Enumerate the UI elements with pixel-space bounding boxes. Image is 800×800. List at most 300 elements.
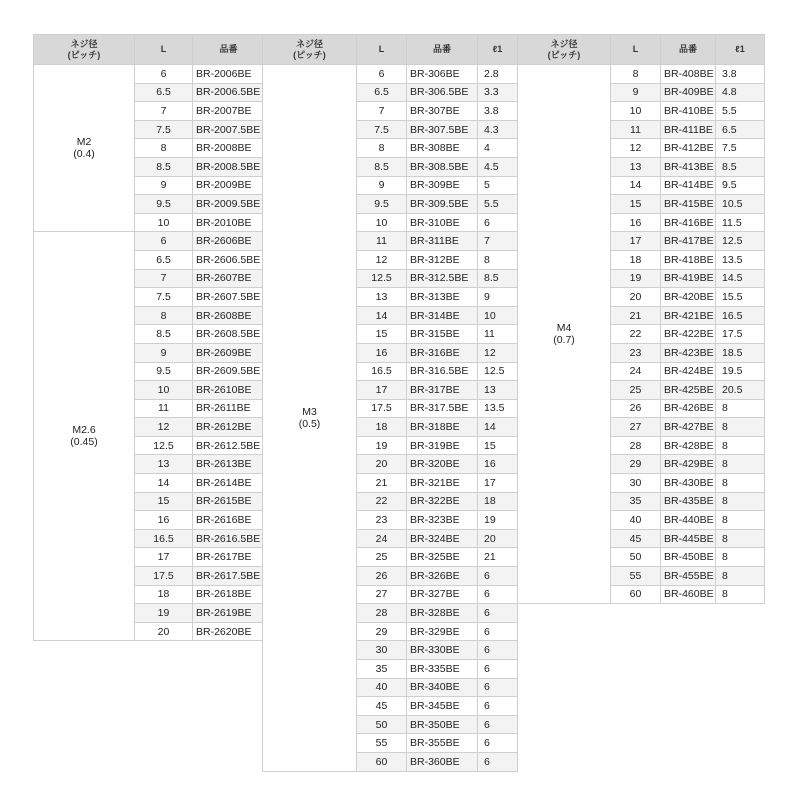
length-cell: 9 xyxy=(611,83,661,102)
length-cell: 9.5 xyxy=(357,195,407,214)
part-number-cell: BR-307.5BE xyxy=(407,120,478,139)
part-number-cell: BR-328BE xyxy=(407,604,478,623)
header-size-label: ネジ径 xyxy=(295,38,323,49)
length-cell: 50 xyxy=(611,548,661,567)
length-cell: 9.5 xyxy=(135,195,193,214)
length-cell: 19 xyxy=(357,436,407,455)
length-cell: 24 xyxy=(357,529,407,548)
l1-cell: 11 xyxy=(478,325,518,344)
length-cell: 12.5 xyxy=(135,436,193,455)
length-cell: 35 xyxy=(357,660,407,679)
length-cell: 15 xyxy=(611,195,661,214)
l1-cell: 8 xyxy=(716,436,765,455)
length-cell: 8 xyxy=(357,139,407,158)
length-cell: 15 xyxy=(135,492,193,511)
part-number-cell: BR-2607BE xyxy=(193,269,265,288)
part-number-cell: BR-327BE xyxy=(407,585,478,604)
part-number-cell: BR-316BE xyxy=(407,343,478,362)
table-header-row xyxy=(518,35,765,65)
thread-pitch: (0.5) xyxy=(298,417,321,430)
length-cell: 9 xyxy=(357,176,407,195)
length-cell: 20 xyxy=(611,288,661,307)
table-header-row xyxy=(34,35,265,65)
length-cell: 11 xyxy=(135,399,193,418)
length-cell: 23 xyxy=(611,343,661,362)
l1-cell: 8 xyxy=(478,250,518,269)
l1-cell: 8 xyxy=(716,548,765,567)
part-number-cell: BR-414BE xyxy=(661,176,716,195)
l1-cell: 4.3 xyxy=(478,120,518,139)
header-l1: ℓ1 xyxy=(716,35,765,65)
l1-cell: 8 xyxy=(716,474,765,493)
length-cell: 16.5 xyxy=(357,362,407,381)
l1-cell: 13.5 xyxy=(478,399,518,418)
length-cell: 29 xyxy=(611,455,661,474)
l1-cell: 6 xyxy=(478,678,518,697)
length-cell: 20 xyxy=(357,455,407,474)
part-number-cell: BR-2608BE xyxy=(193,306,265,325)
l1-cell: 20.5 xyxy=(716,381,765,400)
table-header-row xyxy=(263,35,518,65)
l1-cell: 9 xyxy=(478,288,518,307)
part-number-cell: BR-2616.5BE xyxy=(193,529,265,548)
part-number-cell: BR-424BE xyxy=(661,362,716,381)
part-number-cell: BR-427BE xyxy=(661,418,716,437)
length-cell: 10 xyxy=(135,213,193,232)
part-number-cell: BR-317.5BE xyxy=(407,399,478,418)
thread-size-cell xyxy=(263,65,357,772)
part-number-cell: BR-410BE xyxy=(661,102,716,121)
length-cell: 50 xyxy=(357,715,407,734)
header-length: L xyxy=(357,35,407,65)
part-number-cell: BR-2606BE xyxy=(193,232,265,251)
l1-cell: 4.8 xyxy=(716,83,765,102)
header-length: L xyxy=(135,35,193,65)
length-cell: 15 xyxy=(357,325,407,344)
length-cell: 14 xyxy=(357,306,407,325)
part-number-cell: BR-2609.5BE xyxy=(193,362,265,381)
part-number-cell: BR-2614BE xyxy=(193,474,265,493)
length-cell: 55 xyxy=(611,567,661,586)
l1-cell: 6.5 xyxy=(716,120,765,139)
part-number-cell: BR-318BE xyxy=(407,418,478,437)
thread-pitch: (0.7) xyxy=(553,334,575,347)
part-number-cell: BR-309.5BE xyxy=(407,195,478,214)
l1-cell: 4.5 xyxy=(478,157,518,176)
length-cell: 7 xyxy=(135,269,193,288)
l1-cell: 5.5 xyxy=(716,102,765,121)
length-cell: 7.5 xyxy=(135,120,193,139)
part-number-cell: BR-2609BE xyxy=(193,343,265,362)
part-number-cell: BR-409BE xyxy=(661,83,716,102)
length-cell: 20 xyxy=(135,622,193,641)
part-number-cell: BR-310BE xyxy=(407,213,478,232)
length-cell: 26 xyxy=(357,567,407,586)
length-cell: 40 xyxy=(611,511,661,530)
l1-cell: 12.5 xyxy=(478,362,518,381)
length-cell: 10 xyxy=(357,213,407,232)
l1-cell: 8 xyxy=(716,567,765,586)
length-cell: 16 xyxy=(357,343,407,362)
thread-size: M3 xyxy=(302,405,317,418)
part-number-cell: BR-455BE xyxy=(661,567,716,586)
length-cell: 30 xyxy=(611,474,661,493)
l1-cell: 6 xyxy=(478,604,518,623)
l1-cell: 6 xyxy=(478,641,518,660)
length-cell: 8.5 xyxy=(357,157,407,176)
l1-cell: 17.5 xyxy=(716,325,765,344)
length-cell: 24 xyxy=(611,362,661,381)
part-number-cell: BR-324BE xyxy=(407,529,478,548)
length-cell: 17.5 xyxy=(357,399,407,418)
spec-table-m3 xyxy=(262,34,518,772)
length-cell: 25 xyxy=(611,381,661,400)
part-number-cell: BR-2009BE xyxy=(193,176,265,195)
length-cell: 30 xyxy=(357,641,407,660)
l1-cell: 14 xyxy=(478,418,518,437)
l1-cell: 4 xyxy=(478,139,518,158)
length-cell: 7 xyxy=(357,102,407,121)
part-number-cell: BR-306.5BE xyxy=(407,83,478,102)
l1-cell: 7.5 xyxy=(716,139,765,158)
length-cell: 16.5 xyxy=(135,529,193,548)
l1-cell: 13.5 xyxy=(716,250,765,269)
l1-cell: 3.8 xyxy=(478,102,518,121)
part-number-cell: BR-311BE xyxy=(407,232,478,251)
length-cell: 28 xyxy=(357,604,407,623)
spec-table-m4 xyxy=(517,34,765,604)
length-cell: 8 xyxy=(135,139,193,158)
part-number-cell: BR-2006.5BE xyxy=(193,83,265,102)
length-cell: 17 xyxy=(135,548,193,567)
part-number-cell: BR-2612BE xyxy=(193,418,265,437)
length-cell: 21 xyxy=(611,306,661,325)
l1-cell: 6 xyxy=(478,622,518,641)
part-number-cell: BR-408BE xyxy=(661,65,716,84)
part-number-cell: BR-340BE xyxy=(407,678,478,697)
part-number-cell: BR-312BE xyxy=(407,250,478,269)
length-cell: 10 xyxy=(611,102,661,121)
header-pitch-label: (ピッチ) xyxy=(547,49,581,60)
length-cell: 9 xyxy=(135,176,193,195)
length-cell: 8.5 xyxy=(135,157,193,176)
part-number-cell: BR-415BE xyxy=(661,195,716,214)
length-cell: 7 xyxy=(135,102,193,121)
part-number-cell: BR-421BE xyxy=(661,306,716,325)
l1-cell: 8 xyxy=(716,585,765,604)
l1-cell: 8.5 xyxy=(716,157,765,176)
length-cell: 45 xyxy=(357,697,407,716)
part-number-cell: BR-315BE xyxy=(407,325,478,344)
l1-cell: 15.5 xyxy=(716,288,765,307)
length-cell: 12.5 xyxy=(357,269,407,288)
part-number-cell: BR-2006BE xyxy=(193,65,265,84)
header-part-number: 品番 xyxy=(407,35,478,65)
part-number-cell: BR-330BE xyxy=(407,641,478,660)
l1-cell: 19 xyxy=(478,511,518,530)
l1-cell: 8.5 xyxy=(478,269,518,288)
part-number-cell: BR-2620BE xyxy=(193,622,265,641)
part-number-cell: BR-412BE xyxy=(661,139,716,158)
part-number-cell: BR-2008.5BE xyxy=(193,157,265,176)
part-number-cell: BR-450BE xyxy=(661,548,716,567)
length-cell: 18 xyxy=(135,585,193,604)
l1-cell: 21 xyxy=(478,548,518,567)
thread-size: M2.6 xyxy=(72,424,96,437)
length-cell: 18 xyxy=(357,418,407,437)
l1-cell: 6 xyxy=(478,752,518,771)
l1-cell: 12.5 xyxy=(716,232,765,251)
part-number-cell: BR-2606.5BE xyxy=(193,250,265,269)
length-cell: 8 xyxy=(611,65,661,84)
l1-cell: 6 xyxy=(478,213,518,232)
length-cell: 29 xyxy=(357,622,407,641)
l1-cell: 8 xyxy=(716,455,765,474)
part-number-cell: BR-2608.5BE xyxy=(193,325,265,344)
length-cell: 12 xyxy=(135,418,193,437)
length-cell: 26 xyxy=(611,399,661,418)
part-number-cell: BR-313BE xyxy=(407,288,478,307)
l1-cell: 10.5 xyxy=(716,195,765,214)
header-size-label: ネジ径 xyxy=(550,38,578,49)
part-number-cell: BR-329BE xyxy=(407,622,478,641)
l1-cell: 5 xyxy=(478,176,518,195)
part-number-cell: BR-321BE xyxy=(407,474,478,493)
part-number-cell: BR-2617.5BE xyxy=(193,567,265,586)
part-number-cell: BR-460BE xyxy=(661,585,716,604)
l1-cell: 8 xyxy=(716,418,765,437)
part-number-cell: BR-2610BE xyxy=(193,381,265,400)
l1-cell: 11.5 xyxy=(716,213,765,232)
l1-cell: 6 xyxy=(478,715,518,734)
table-row xyxy=(34,232,265,251)
l1-cell: 15 xyxy=(478,436,518,455)
part-number-cell: BR-422BE xyxy=(661,325,716,344)
thread-size: M4 xyxy=(556,322,572,335)
l1-cell: 6 xyxy=(478,697,518,716)
part-number-cell: BR-322BE xyxy=(407,492,478,511)
part-number-cell: BR-445BE xyxy=(661,529,716,548)
part-number-cell: BR-429BE xyxy=(661,455,716,474)
thread-size-cell xyxy=(518,65,611,604)
part-number-cell: BR-319BE xyxy=(407,436,478,455)
length-cell: 8.5 xyxy=(135,325,193,344)
table-row xyxy=(34,65,265,84)
part-number-cell: BR-314BE xyxy=(407,306,478,325)
part-number-cell: BR-411BE xyxy=(661,120,716,139)
length-cell: 21 xyxy=(357,474,407,493)
l1-cell: 17 xyxy=(478,474,518,493)
l1-cell: 20 xyxy=(478,529,518,548)
part-number-cell: BR-435BE xyxy=(661,492,716,511)
length-cell: 13 xyxy=(357,288,407,307)
l1-cell: 18 xyxy=(478,492,518,511)
l1-cell: 9.5 xyxy=(716,176,765,195)
part-number-cell: BR-426BE xyxy=(661,399,716,418)
length-cell: 22 xyxy=(357,492,407,511)
length-cell: 27 xyxy=(357,585,407,604)
thread-size-cell xyxy=(34,232,135,641)
part-number-cell: BR-416BE xyxy=(661,213,716,232)
length-cell: 25 xyxy=(357,548,407,567)
length-cell: 9 xyxy=(135,343,193,362)
length-cell: 12 xyxy=(611,139,661,158)
length-cell: 11 xyxy=(357,232,407,251)
part-number-cell: BR-420BE xyxy=(661,288,716,307)
length-cell: 40 xyxy=(357,678,407,697)
length-cell: 17 xyxy=(357,381,407,400)
length-cell: 7.5 xyxy=(357,120,407,139)
part-number-cell: BR-2007.5BE xyxy=(193,120,265,139)
l1-cell: 13 xyxy=(478,381,518,400)
length-cell: 6.5 xyxy=(135,83,193,102)
l1-cell: 3.8 xyxy=(716,65,765,84)
length-cell: 16 xyxy=(135,511,193,530)
length-cell: 45 xyxy=(611,529,661,548)
header-length: L xyxy=(611,35,661,65)
part-number-cell: BR-2616BE xyxy=(193,511,265,530)
length-cell: 9.5 xyxy=(135,362,193,381)
l1-cell: 16 xyxy=(478,455,518,474)
length-cell: 14 xyxy=(135,474,193,493)
length-cell: 60 xyxy=(611,585,661,604)
header-part-number: 品番 xyxy=(193,35,265,65)
part-number-cell: BR-355BE xyxy=(407,734,478,753)
l1-cell: 6 xyxy=(478,567,518,586)
table-row xyxy=(263,65,518,84)
l1-cell: 3.3 xyxy=(478,83,518,102)
part-number-cell: BR-440BE xyxy=(661,511,716,530)
part-number-cell: BR-417BE xyxy=(661,232,716,251)
part-number-cell: BR-2618BE xyxy=(193,585,265,604)
part-number-cell: BR-2615BE xyxy=(193,492,265,511)
l1-cell: 8 xyxy=(716,399,765,418)
length-cell: 28 xyxy=(611,436,661,455)
l1-cell: 18.5 xyxy=(716,343,765,362)
part-number-cell: BR-2619BE xyxy=(193,604,265,623)
header-part-number: 品番 xyxy=(661,35,716,65)
length-cell: 23 xyxy=(357,511,407,530)
l1-cell: 6 xyxy=(478,734,518,753)
part-number-cell: BR-308BE xyxy=(407,139,478,158)
part-number-cell: BR-2010BE xyxy=(193,213,265,232)
part-number-cell: BR-2612.5BE xyxy=(193,436,265,455)
l1-cell: 2.8 xyxy=(478,65,518,84)
length-cell: 6 xyxy=(357,65,407,84)
part-number-cell: BR-2607.5BE xyxy=(193,288,265,307)
length-cell: 6.5 xyxy=(357,83,407,102)
thread-size: M2 xyxy=(76,136,92,149)
part-number-cell: BR-325BE xyxy=(407,548,478,567)
length-cell: 17.5 xyxy=(135,567,193,586)
spec-table-m2-m2-6 xyxy=(33,34,265,641)
length-cell: 14 xyxy=(611,176,661,195)
part-number-cell: BR-430BE xyxy=(661,474,716,493)
l1-cell: 5.5 xyxy=(478,195,518,214)
length-cell: 13 xyxy=(611,157,661,176)
part-number-cell: BR-323BE xyxy=(407,511,478,530)
table-row xyxy=(518,65,765,84)
part-number-cell: BR-345BE xyxy=(407,697,478,716)
length-cell: 17 xyxy=(611,232,661,251)
length-cell: 13 xyxy=(135,455,193,474)
length-cell: 16 xyxy=(611,213,661,232)
l1-cell: 6 xyxy=(478,585,518,604)
part-number-cell: BR-2008BE xyxy=(193,139,265,158)
header-l1: ℓ1 xyxy=(478,35,518,65)
length-cell: 35 xyxy=(611,492,661,511)
part-number-cell: BR-320BE xyxy=(407,455,478,474)
l1-cell: 19.5 xyxy=(716,362,765,381)
length-cell: 27 xyxy=(611,418,661,437)
part-number-cell: BR-423BE xyxy=(661,343,716,362)
length-cell: 8 xyxy=(135,306,193,325)
length-cell: 7.5 xyxy=(135,288,193,307)
length-cell: 12 xyxy=(357,250,407,269)
header-size-pitch xyxy=(263,35,357,65)
part-number-cell: BR-309BE xyxy=(407,176,478,195)
header-size-pitch xyxy=(518,35,611,65)
length-cell: 6 xyxy=(135,232,193,251)
l1-cell: 6 xyxy=(478,660,518,679)
part-number-cell: BR-308.5BE xyxy=(407,157,478,176)
part-number-cell: BR-2007BE xyxy=(193,102,265,121)
part-number-cell: BR-2611BE xyxy=(193,399,265,418)
l1-cell: 8 xyxy=(716,529,765,548)
part-number-cell: BR-360BE xyxy=(407,752,478,771)
part-number-cell: BR-418BE xyxy=(661,250,716,269)
part-number-cell: BR-335BE xyxy=(407,660,478,679)
part-number-cell: BR-306BE xyxy=(407,65,478,84)
l1-cell: 16.5 xyxy=(716,306,765,325)
l1-cell: 10 xyxy=(478,306,518,325)
part-number-cell: BR-307BE xyxy=(407,102,478,121)
part-number-cell: BR-419BE xyxy=(661,269,716,288)
length-cell: 18 xyxy=(611,250,661,269)
length-cell: 10 xyxy=(135,381,193,400)
part-number-cell: BR-413BE xyxy=(661,157,716,176)
part-number-cell: BR-2009.5BE xyxy=(193,195,265,214)
part-number-cell: BR-317BE xyxy=(407,381,478,400)
length-cell: 55 xyxy=(357,734,407,753)
length-cell: 6 xyxy=(135,65,193,84)
part-number-cell: BR-428BE xyxy=(661,436,716,455)
l1-cell: 12 xyxy=(478,343,518,362)
part-number-cell: BR-312.5BE xyxy=(407,269,478,288)
part-number-cell: BR-326BE xyxy=(407,567,478,586)
length-cell: 6.5 xyxy=(135,250,193,269)
thread-pitch: (0.45) xyxy=(70,436,98,449)
length-cell: 19 xyxy=(611,269,661,288)
header-size-label: ネジ径 xyxy=(70,38,98,49)
part-number-cell: BR-2613BE xyxy=(193,455,265,474)
part-number-cell: BR-350BE xyxy=(407,715,478,734)
length-cell: 60 xyxy=(357,752,407,771)
length-cell: 22 xyxy=(611,325,661,344)
part-number-cell: BR-2617BE xyxy=(193,548,265,567)
part-number-cell: BR-425BE xyxy=(661,381,716,400)
thread-size-cell xyxy=(34,65,135,232)
part-number-cell: BR-316.5BE xyxy=(407,362,478,381)
header-pitch-label: (ピッチ) xyxy=(293,49,326,60)
header-size-pitch xyxy=(34,35,135,65)
thread-pitch: (0.4) xyxy=(73,148,95,161)
l1-cell: 8 xyxy=(716,492,765,511)
length-cell: 19 xyxy=(135,604,193,623)
l1-cell: 7 xyxy=(478,232,518,251)
l1-cell: 14.5 xyxy=(716,269,765,288)
header-pitch-label: (ピッチ) xyxy=(67,49,101,60)
